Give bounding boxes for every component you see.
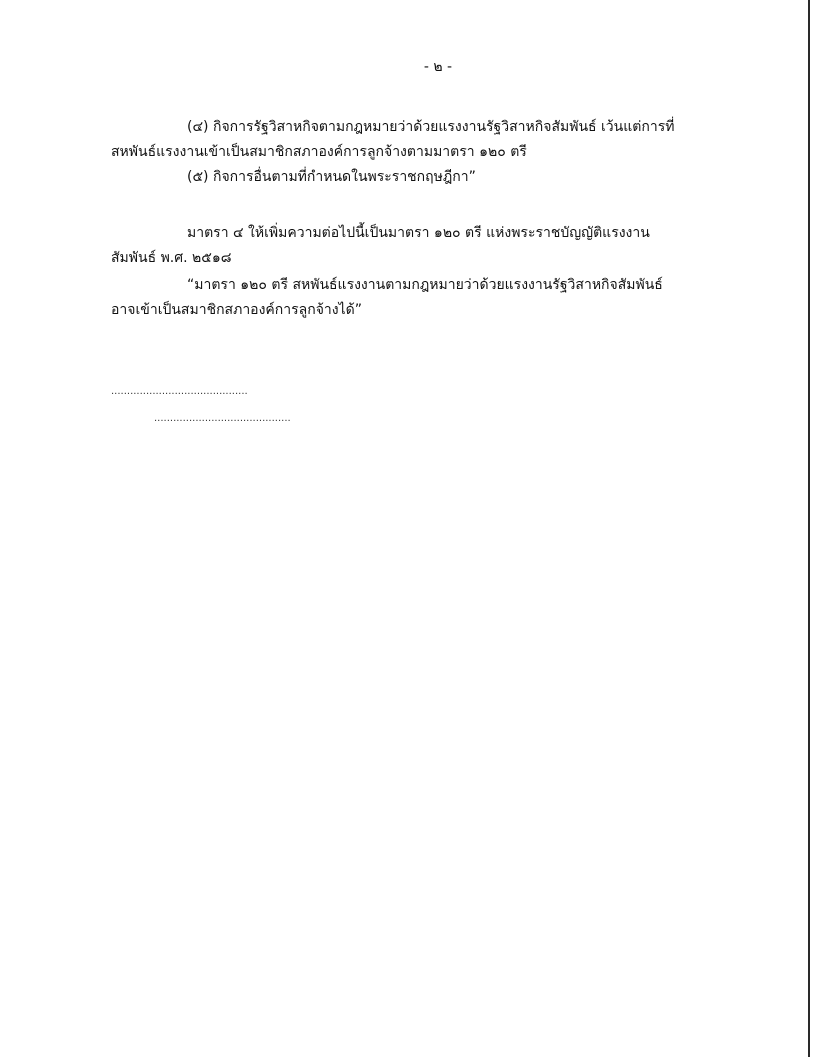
- section-120-tri-quote-line-2: อาจเข้าเป็นสมาชิกสภาองค์การลูกจ้างได้”: [111, 302, 362, 318]
- item-4-line-1: (๔) กิจการรัฐวิสาหกิจตามกฎหมายว่าด้วยแรงงานรัฐวิสาหกิจสัมพันธ์ เว้นแต่การที่: [187, 119, 675, 135]
- scan-edge: [808, 0, 810, 1057]
- section-120-tri-quote-line-1: “มาตรา ๑๒๐ ตรี สหพันธ์แรงงานตามกฎหมายว่าด้วยแรงงานรัฐวิสาหกิจสัมพันธ์: [187, 277, 663, 293]
- signature-dots-2: ...........................................: [154, 413, 291, 424]
- signature-dots-1: ...........................................: [111, 386, 248, 397]
- section-4-line-2: สัมพันธ์ พ.ศ. ๒๕๑๘: [111, 250, 232, 266]
- section-4-line-1: มาตรา ๔ ให้เพิ่มความต่อไปนี้เป็นมาตรา ๑๒๐ ตรี แห่งพระราชบัญญัติแรงงาน: [187, 225, 650, 241]
- item-4-line-2: สหพันธ์แรงงานเข้าเป็นสมาชิกสภาองค์การลูกจ้างตามมาตรา ๑๒๐ ตรี: [111, 144, 527, 160]
- page-number: - ๒ -: [423, 59, 453, 75]
- item-5: (๕) กิจการอื่นตามที่กำหนดในพระราชกฤษฎีกา”: [187, 169, 476, 185]
